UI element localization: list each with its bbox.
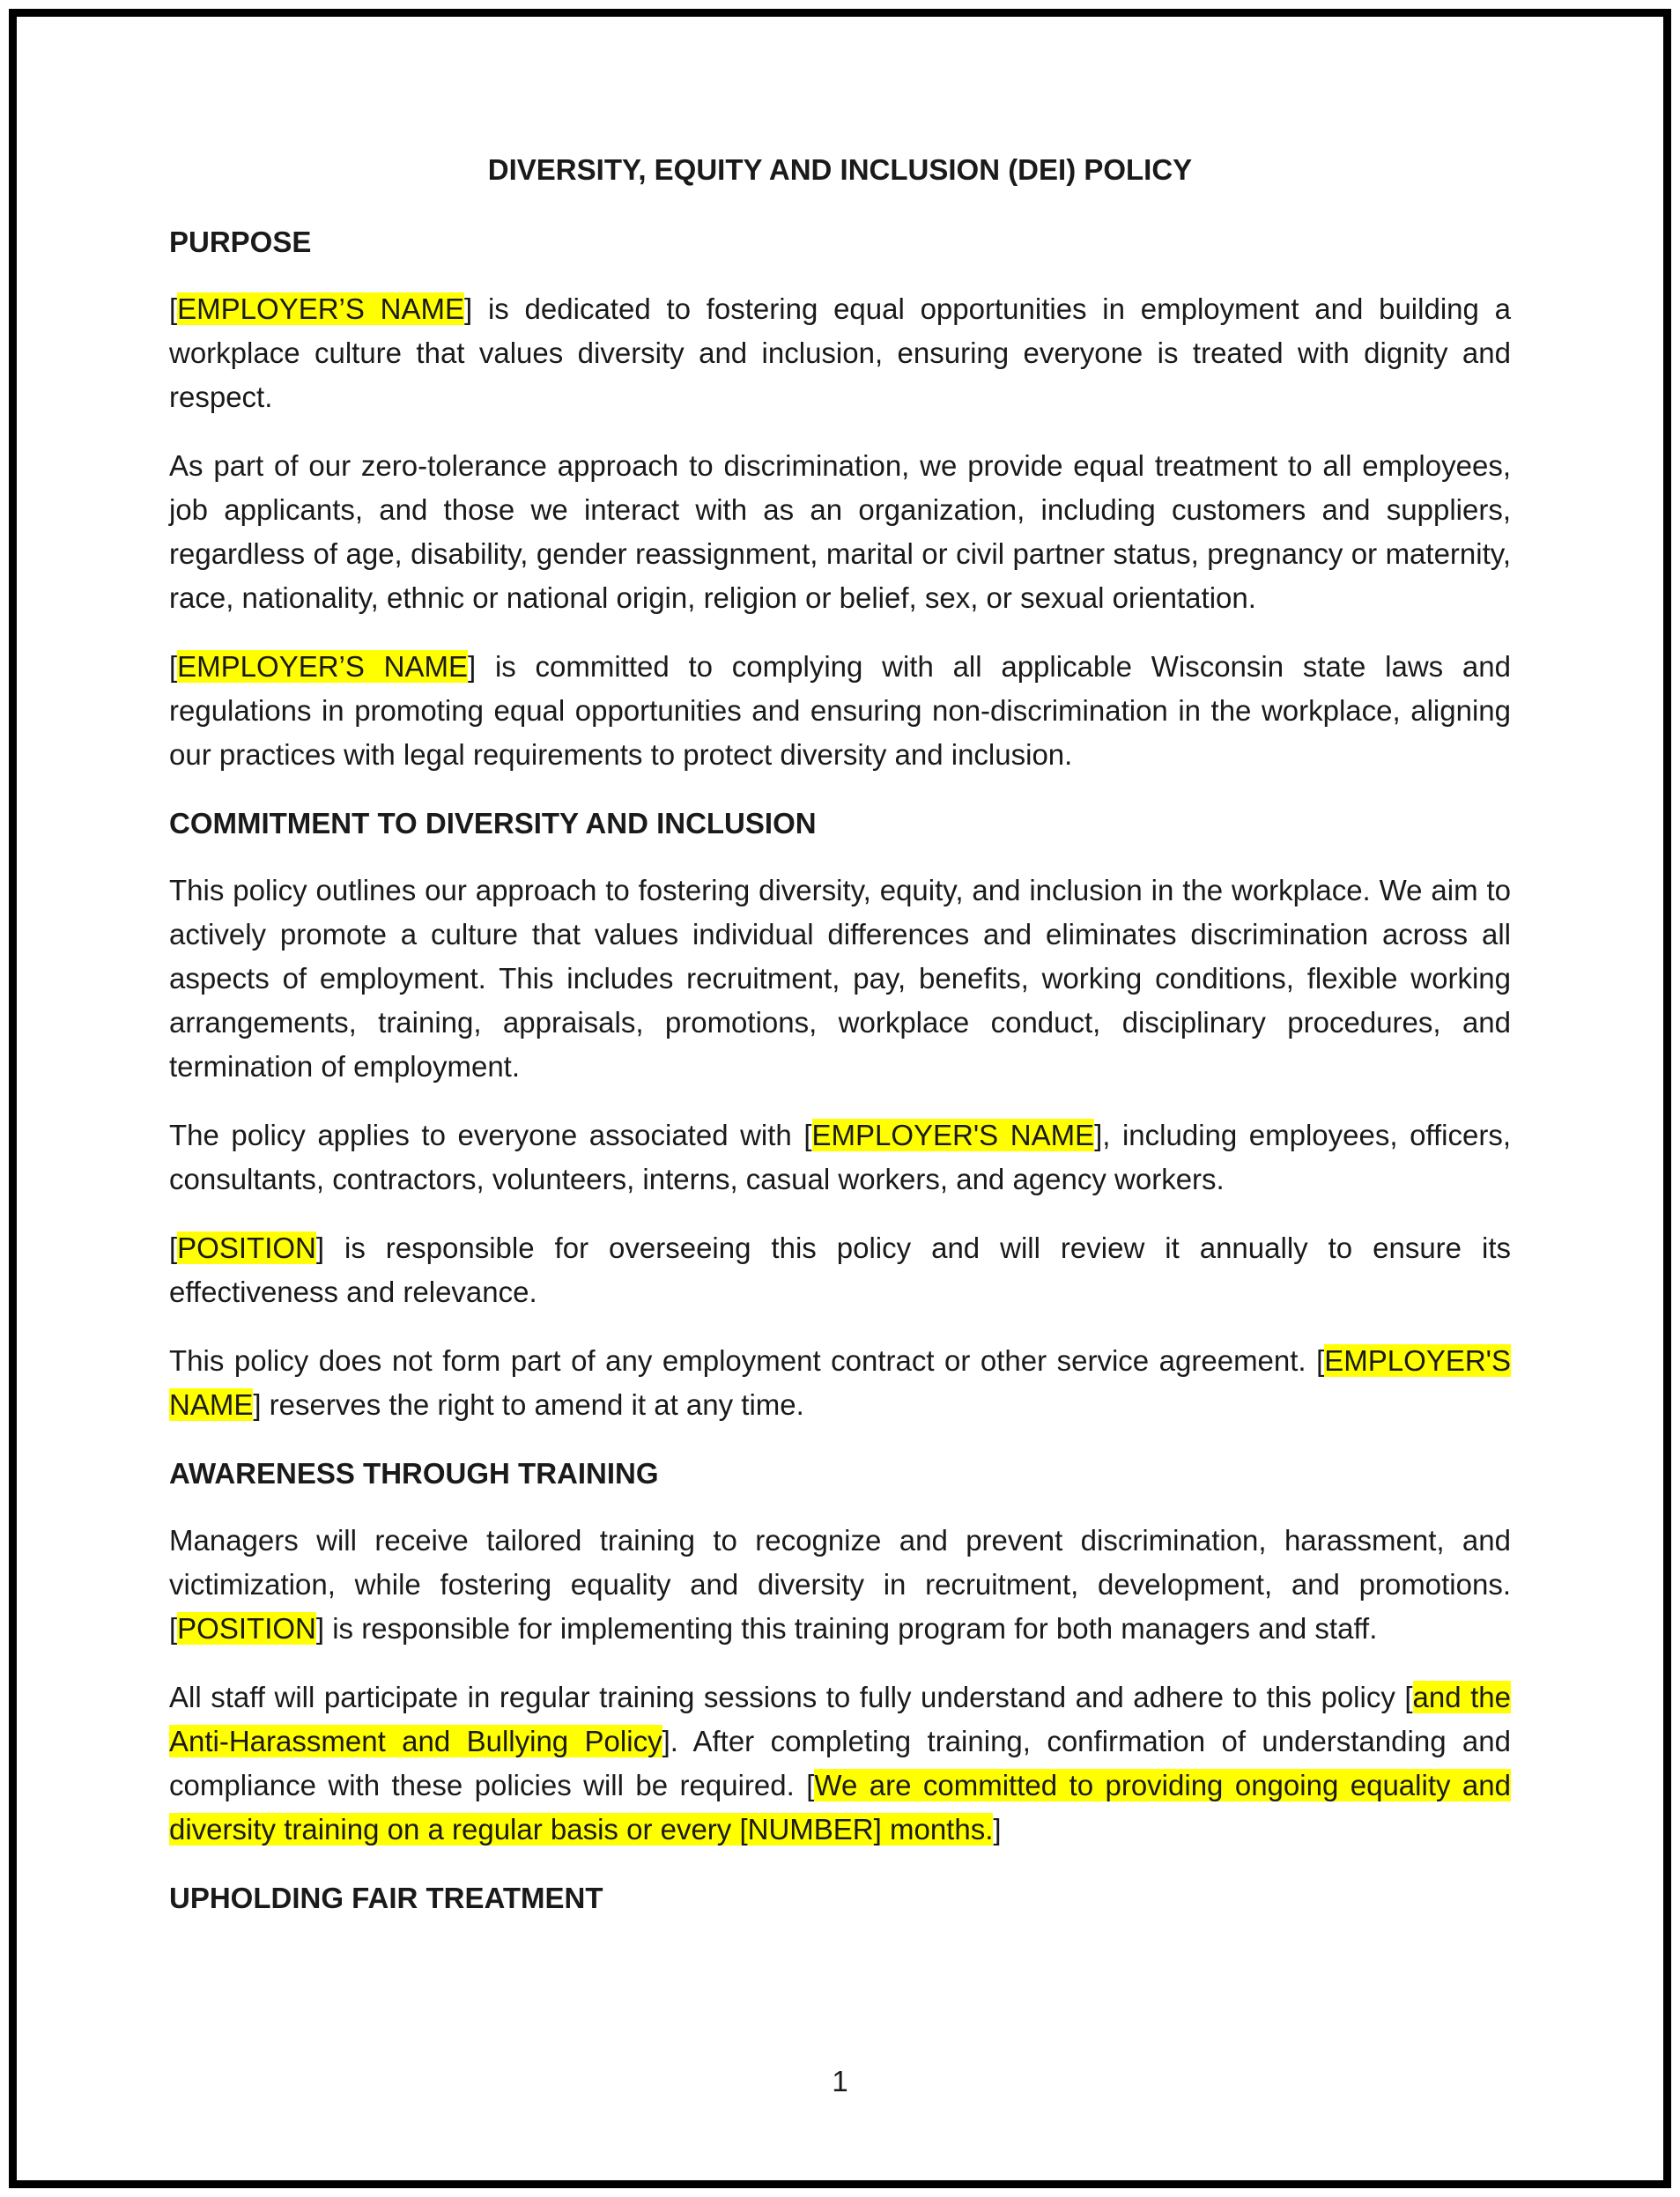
text-run: ] is responsible for overseeing this policy and will review it annually to ensure its effectiveness and relevance. [169, 1232, 1511, 1308]
heading-commitment: COMMITMENT TO DIVERSITY AND INCLUSION [169, 807, 817, 840]
highlighted-clause-training-frequency: We are committed to providing ongoing equality and diversity training on a regular basis or every [NUMBER] months. [169, 1769, 1511, 1846]
page-number: 1 [832, 2065, 848, 2097]
placeholder-employer-name: EMPLOYER’S NAME [177, 292, 465, 325]
highlighted-clause-anti-harassment: and the Anti-Harassment and Bullying Policy [169, 1681, 1511, 1757]
text-run: ] is committed to complying with all applicable Wisconsin state laws and regulations in promoting equal opportunities and ensuring non-discrimination in the workplace, aligning our practices with legal requirements to protect diversity and inclusion. [169, 650, 1511, 771]
heading-fair-treatment: UPHOLDING FAIR TREATMENT [169, 1882, 603, 1914]
text-run: [ [169, 650, 178, 683]
paragraph-commitment-2 [169, 1113, 1511, 1202]
heading-purpose: PURPOSE [169, 226, 312, 258]
text-run: This policy does not form part of any employment contract or other service agreement. [ [169, 1344, 1325, 1377]
placeholder-employer-name: EMPLOYER’S NAME [177, 650, 469, 683]
paragraph-commitment-4 [169, 1339, 1511, 1427]
placeholder-employer-name: EMPLOYER'S NAME [169, 1344, 1511, 1421]
text-run: ] is dedicated to fostering equal opportunities in employment and building a workplace culture that values diversity and inclusion, ensuring everyone is treated with dignity and respect. [169, 292, 1511, 413]
paragraph-purpose-1 [169, 287, 1511, 419]
paragraph-awareness-1 [169, 1519, 1511, 1651]
text-run: The policy applies to everyone associated with [ [169, 1119, 812, 1151]
document-content [169, 148, 1511, 1943]
text-run: All staff will participate in regular training sessions to fully understand and adhere to this policy [ [169, 1681, 1413, 1713]
text-run: ]. After completing training, confirmation of understanding and compliance with these policies will be required. [ [169, 1725, 1511, 1801]
text-run: As part of our zero-tolerance approach to discrimination, we provide equal treatment to all employees, job applicants, and those we interact with as an organization, including customers and suppliers, regardless of age, disability, gender reassignment, marital or civil partner status, pregnancy or maternity, race, nationality, ethnic or national origin, religion or belief, sex, or sexual orientation. [169, 449, 1511, 614]
text-run: ] [993, 1813, 1002, 1846]
paragraph-purpose-3 [169, 645, 1511, 777]
placeholder-position: POSITION [177, 1612, 316, 1645]
placeholder-position: POSITION [177, 1232, 316, 1264]
paragraph-purpose-2 [169, 444, 1511, 620]
text-run: ], including employees, officers, consultants, contractors, volunteers, interns, casual workers, and agency workers. [169, 1119, 1512, 1195]
heading-awareness: AWARENESS THROUGH TRAINING [169, 1457, 659, 1490]
text-run: [ [169, 292, 178, 325]
placeholder-employer-name: EMPLOYER'S NAME [811, 1119, 1095, 1151]
paragraph-commitment-1 [169, 869, 1511, 1089]
text-run: This policy outlines our approach to fostering diversity, equity, and inclusion in the workplace. We aim to actively promote a culture that values individual differences and eliminates discrimination across all aspects of employment. This includes recruitment, pay, benefits, working conditions, flexible working arrangements, training, appraisals, promotions, workplace conduct, disciplinary procedures, and termination of employment. [169, 874, 1511, 1083]
document-title: DIVERSITY, EQUITY AND INCLUSION (DEI) POLICY [487, 153, 1193, 186]
text-run: [ [169, 1232, 178, 1264]
text-run: Managers will receive tailored training to recognize and prevent discrimination, harassment, and victimization, while fostering equality and diversity in recruitment, development, and promotions. [ [169, 1524, 1511, 1645]
paragraph-commitment-3 [169, 1226, 1511, 1314]
text-run: ] is responsible for implementing this training program for both managers and staff. [315, 1612, 1378, 1645]
text-run: ] reserves the right to amend it at any time. [253, 1388, 804, 1421]
paragraph-awareness-2 [169, 1675, 1511, 1852]
